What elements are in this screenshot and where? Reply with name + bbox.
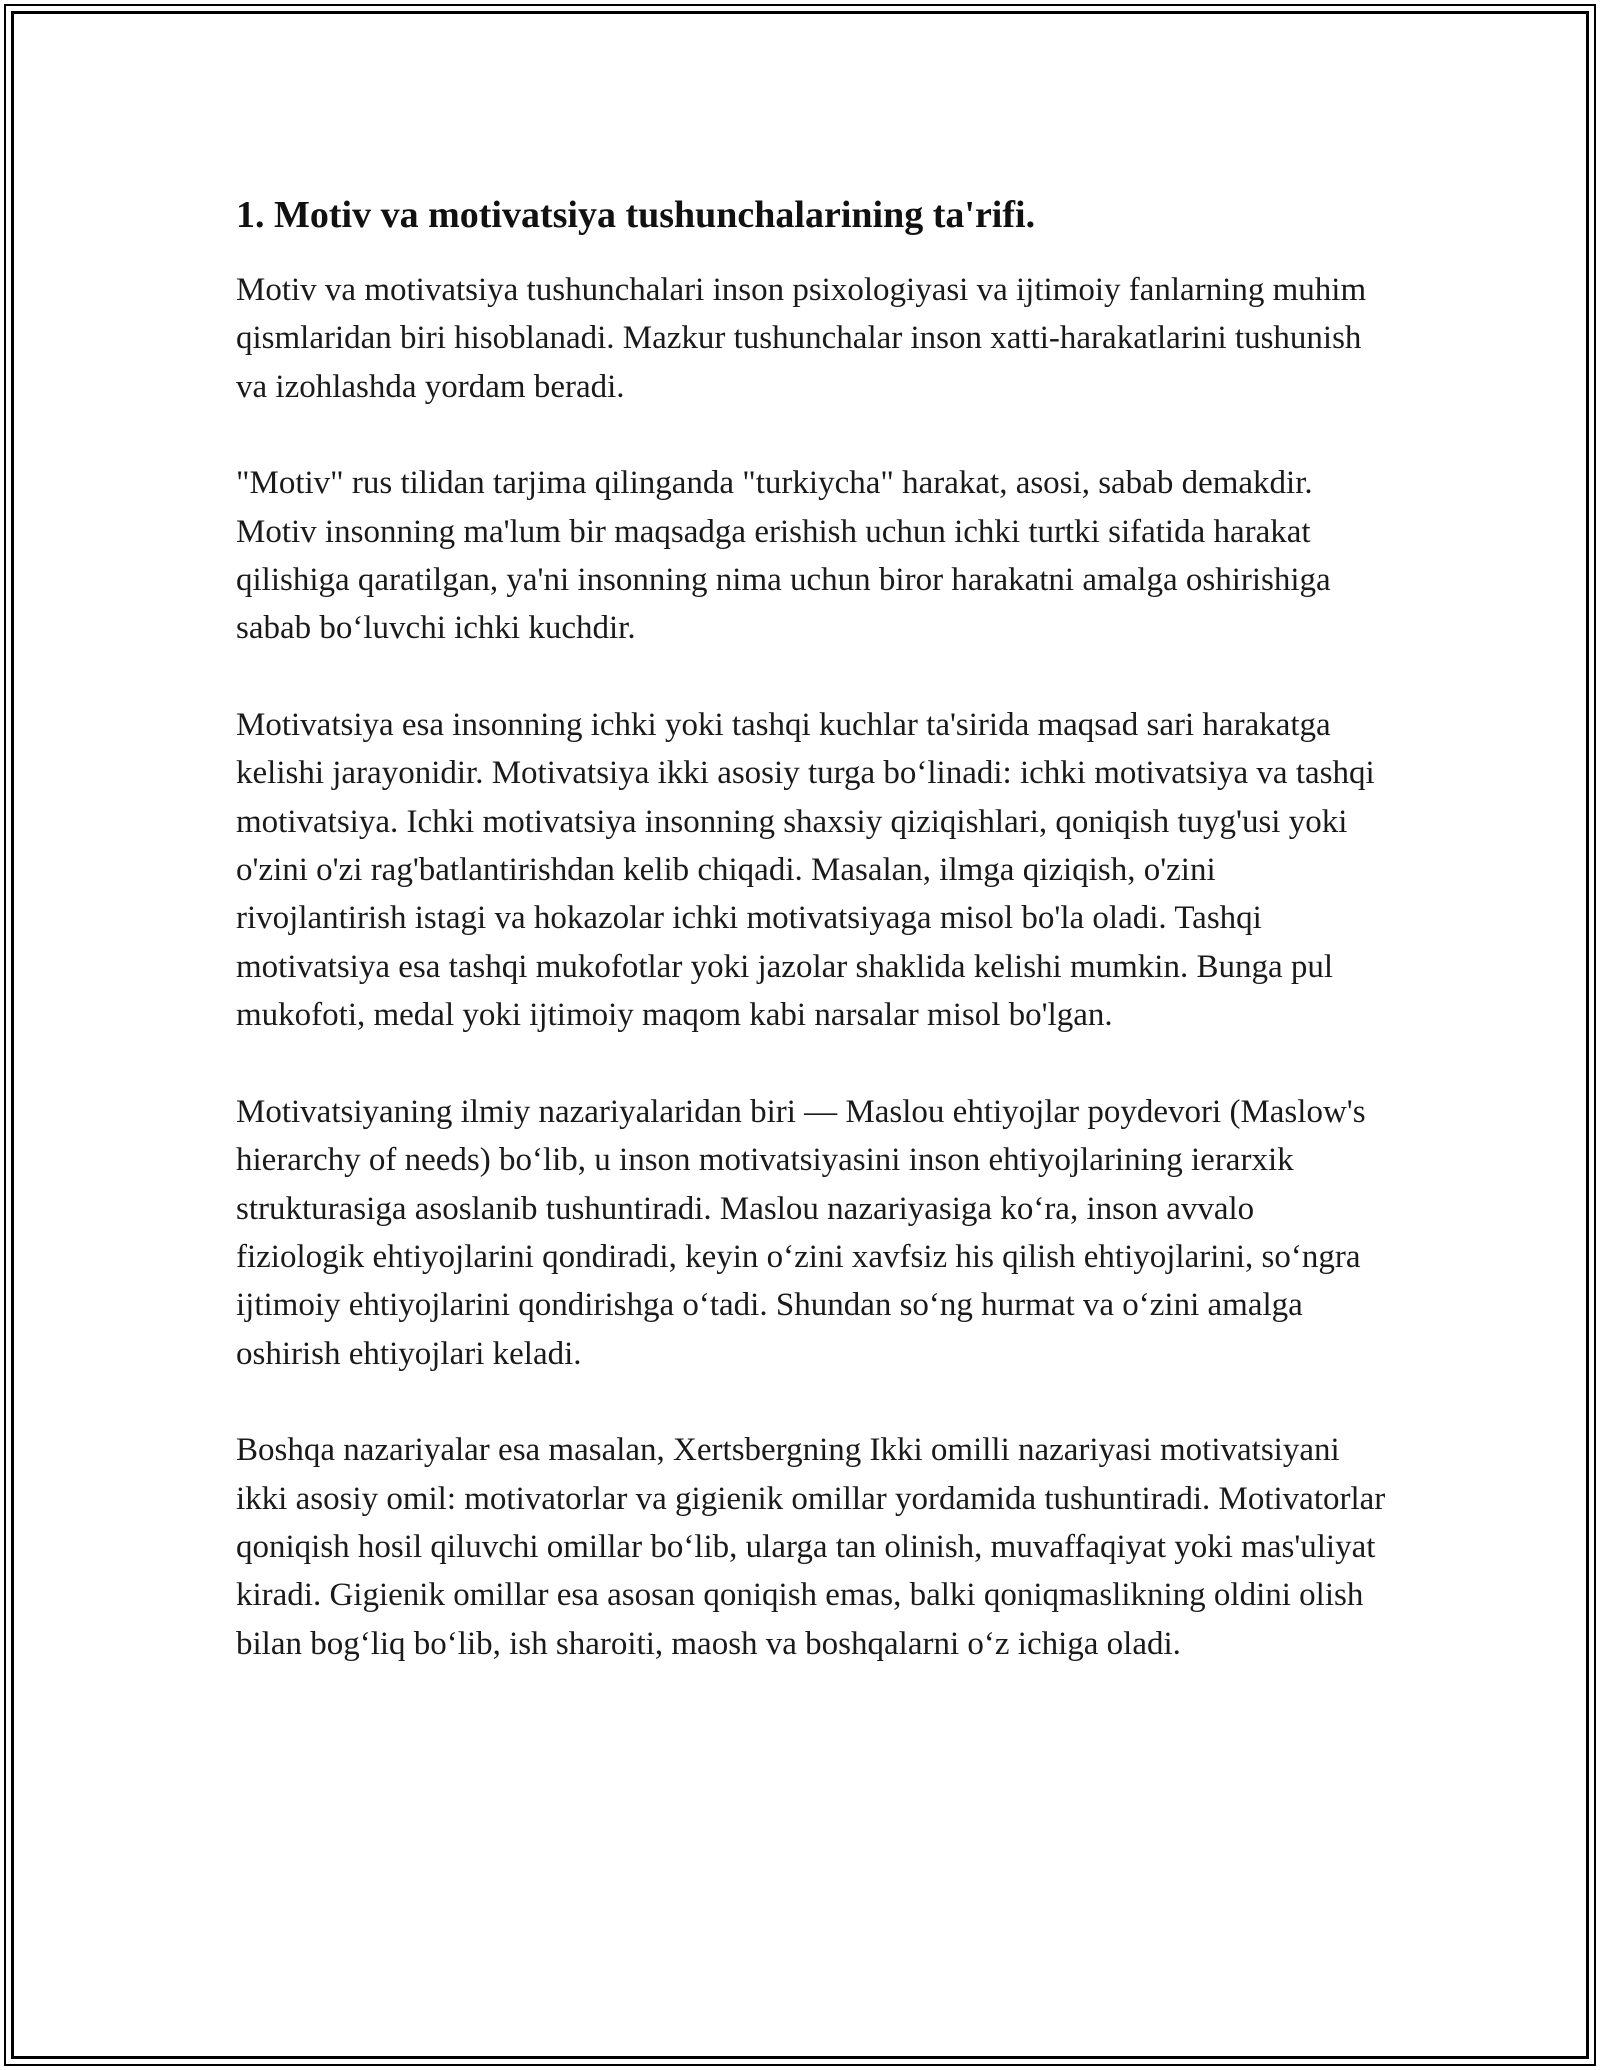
- paragraph-maslow: Motivatsiyaning ilmiy nazariyalaridan biri — Maslou ehtiyojlar poydevori (Maslow's hierarchy of needs) bo‘lib, u inson motivatsiyasini inson ehtiyojlarining ierarxik strukturasiga asoslanib tushuntiradi. Maslou nazariyasiga ko‘ra, inson avvalo fiziologik ehtiyojlarini qondiradi, keyin o‘zini xavfsiz his qilish ehtiyojlarini, so‘ngra ijtimoiy ehtiyojlarini qondirishga o‘tadi. Shundan so‘ng hurmat va o‘zini amalga oshirish ehtiyojlari keladi.: [236, 1093, 1366, 1372]
- document-body: [236, 188, 1386, 1668]
- section-heading: 1. Motiv va motivatsiya tushunchalarining ta'rifi.: [236, 194, 1036, 236]
- paragraph-motiv-definition: "Motiv" rus tilidan tarjima qilinganda "turkiycha" harakat, asosi, sabab demakdir. Motiv insonning ma'lum bir maqsadga erishish uchun ichki turtki sifatida harakat qilishiga qaratilgan, ya'ni insonning nima uchun biror harakatni amalga oshirishiga sabab bo‘luvchi ichki kuchdir.: [236, 465, 1331, 647]
- paragraph-motivation-types: Motivatsiya esa insonning ichki yoki tashqi kuchlar ta'sirida maqsad sari harakatga kelishi jarayonidir. Motivatsiya ikki asosiy turga bo‘linadi: ichki motivatsiya va tashqi motivatsiya. Ichki motivatsiya insonning shaxsiy qiziqishlari, qoniqish tuyg'usi yoki o'zini o'zi rag'batlantirishdan kelib chiqadi. Masalan, ilmga qiziqish, o'zini rivojlantirish istagi va hokazolar ichki motivatsiyaga misol bo'la oladi. Tashqi motivatsiya esa tashqi mukofotlar yoki jazolar shaklida kelishi mumkin. Bunga pul mukofoti, medal yoki ijtimoiy maqom kabi narsalar misol bo'lgan.: [236, 706, 1375, 1034]
- paragraph-herzberg: Boshqa nazariyalar esa masalan, Xertsbergning Ikki omilli nazariyasi motivatsiyani ikki asosiy omil: motivatorlar va gigienik omillar yordamida tushuntiradi. Motivatorlar qoniqish hosil qiluvchi omillar bo‘lib, ularga tan olinish, muvaffaqiyat yoki mas'uliyat kiradi. Gigienik omillar esa asosan qoniqish emas, balki qoniqmaslikning oldini olish bilan bog‘liq bo‘lib, ish sharoiti, maosh va boshqalarni o‘z ichiga oladi.: [236, 1432, 1386, 1662]
- paragraph-intro: Motiv va motivatsiya tushunchalari inson psixologiyasi va ijtimoiy fanlarning muhim qismlaridan biri hisoblanadi. Mazkur tushunchalar inson xatti-harakatlarini tushunish va izohlashda yordam beradi.: [236, 272, 1367, 405]
